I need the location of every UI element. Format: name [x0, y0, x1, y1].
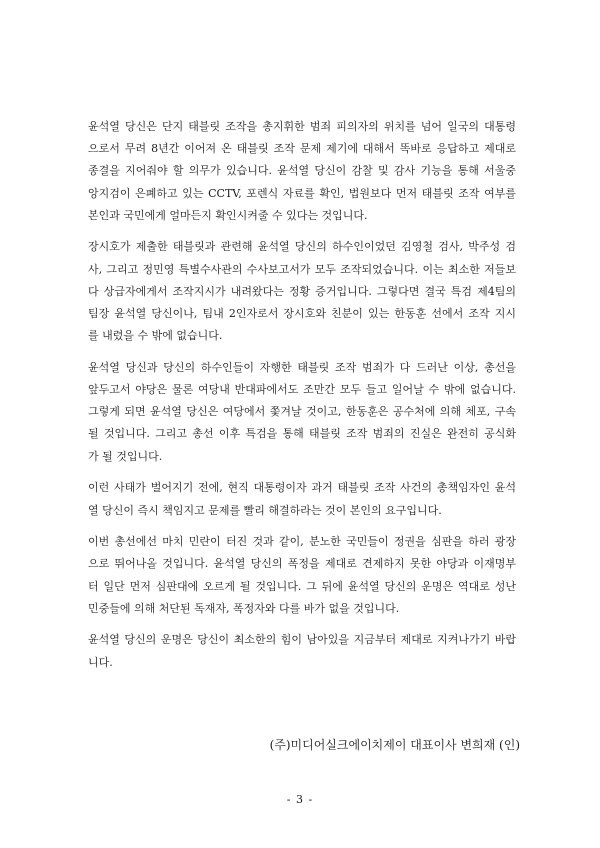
- body-text: [88, 116, 516, 683]
- paragraph: [88, 629, 516, 673]
- paragraph: [88, 116, 516, 227]
- text-line: 앙지검이 은폐하고 있는 CCTV, 포렌식 자료를 확인, 법원보다 먼저 태블릿 조작 여부를: [88, 186, 516, 200]
- text-line: 으로 뛰어나올 것입니다. 윤석열 당신의 폭정을 제대로 견제하지 못한 야당과 이재명부: [88, 557, 516, 571]
- paragraph: [88, 236, 516, 347]
- text-line: 윤석열 당신과 당신의 하수인들이 자행한 태블릿 조작 범죄가 다 드러난 이상, 총선을: [88, 360, 516, 374]
- text-line: 으로서 무려 8년간 이어져 온 태블릿 조작 문제 제기에 대해서 똑바로 응답하고 제대로: [88, 142, 516, 156]
- paragraph: [88, 477, 516, 521]
- paragraph: [88, 357, 516, 468]
- text-line: 될 것입니다. 그리고 총선 이후 특검을 통해 태블릿 조작 범죄의 진실은 완전히 공식화: [88, 427, 516, 441]
- text-line: 니다.: [88, 655, 113, 669]
- text-line: 그렇게 되면 윤석열 당신은 여당에서 쫓겨날 것이고, 한동훈은 공수처에 의해 체포, 구속: [88, 405, 516, 419]
- text-line: 종결을 지어줘야 할 의무가 있습니다. 윤석열 당신이 감찰 및 감사 기능을 통해 서울중: [88, 164, 516, 178]
- text-line: 장시호가 제출한 태블릿과 관련해 윤석열 당신의 하수인이었던 김영철 검사, 박주성 검: [88, 240, 516, 254]
- text-line: 다 상급자에게서 조작지시가 내려왔다는 정황 증거입니다. 그렇다면 결국 특검 제4팀의: [88, 284, 516, 298]
- text-line: 앞두고서 야당은 물론 여당내 반대파에서도 조만간 모두 들고 일어날 수 밖에 없습니다.: [88, 383, 516, 397]
- text-line: 가 될 것입니다.: [88, 449, 163, 463]
- paragraph: [88, 531, 516, 620]
- text-line: 를 내렸을 수 밖에 없습니다.: [88, 329, 223, 343]
- text-line: 본인과 국민에게 얼마든지 확인시켜줄 수 있다는 것입니다.: [88, 208, 368, 222]
- text-line: 팀장 윤석열 당신이나, 팀내 2인자로서 장시호와 친분이 있는 한동훈 선에서 조작 지시: [88, 307, 516, 320]
- text-line: 이번 총선에선 마치 민란이 터진 것과 같이, 분노한 국민들이 정권을 심판을 하러 광장: [88, 535, 516, 549]
- signature-line: (주)미디어실크에이치제이 대표이사 변희재 (인): [269, 738, 520, 752]
- text-line: 열 당신이 즉시 책임지고 문제를 빨리 해결하라는 것이 본인의 요구입니다.: [88, 503, 442, 517]
- text-line: 윤석열 당신의 운명은 당신이 최소한의 힘이 남아있을 지금부터 제대로 지켜나가기 바랍: [88, 633, 516, 647]
- text-line: 이런 사태가 벌어지기 전에, 현직 대통령이자 과거 태블릿 조작 사건의 총책임자인 윤석: [88, 481, 516, 495]
- page-number: - 3 -: [286, 793, 314, 806]
- text-line: 터 일단 먼저 심판대에 오르게 될 것입니다. 그 뒤에 윤석열 당신의 운명은 역대로 성난: [88, 579, 516, 593]
- text-line: 사, 그리고 정민영 특별수사관의 수사보고서가 모두 조작되었습니다. 이는 최소한 저들보: [88, 262, 516, 276]
- text-line: 민중들에 의해 처단된 독재자, 폭정자와 다를 바가 없을 것입니다.: [88, 601, 400, 615]
- text-line: 윤석열 당신은 단지 태블릿 조작을 총지휘한 범죄 피의자의 위치를 넘어 일국의 대통령: [88, 120, 516, 133]
